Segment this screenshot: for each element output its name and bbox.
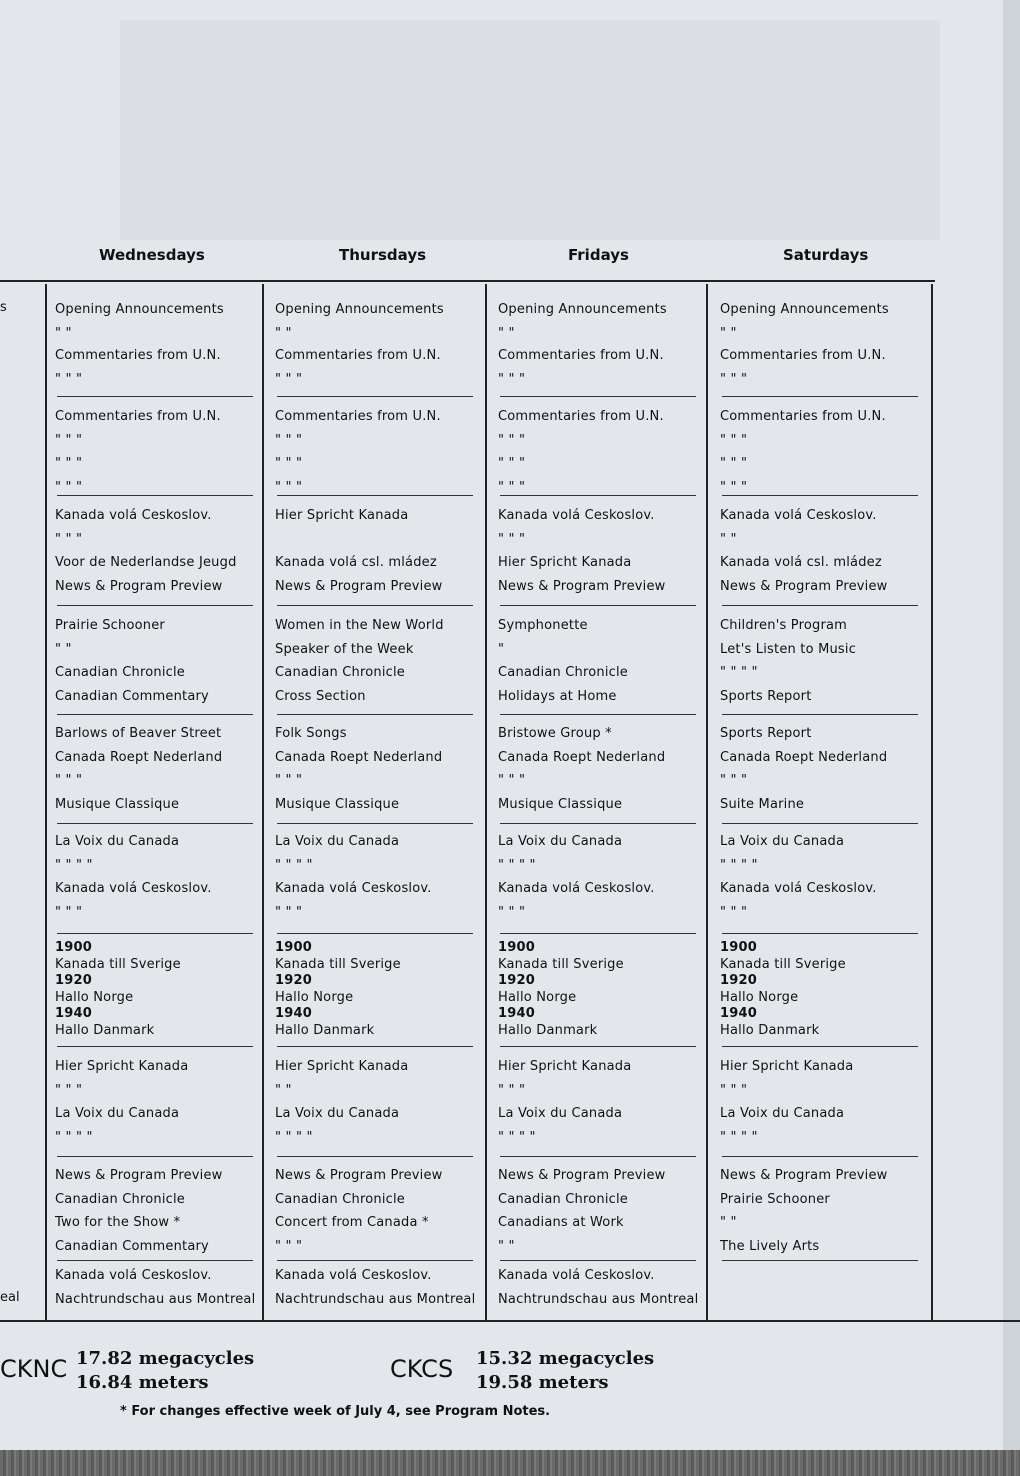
program-line: " " " " xyxy=(498,857,536,873)
day-header-saturdays: Saturdays xyxy=(783,246,869,264)
block-separator xyxy=(500,396,696,397)
program-line: " " " " xyxy=(720,1129,758,1145)
program-line: 1920 xyxy=(55,973,92,988)
program-line: Kanada volá Ceskoslov. xyxy=(498,508,655,523)
program-line: " " " xyxy=(55,773,83,788)
program-block xyxy=(275,722,442,816)
program-line: Canadian Commentary xyxy=(55,1238,209,1254)
program-line: " " " xyxy=(498,432,526,448)
block-separator xyxy=(722,605,918,606)
block-separator xyxy=(722,823,918,824)
block-separator xyxy=(722,933,918,934)
cut-off-text: s xyxy=(0,300,7,315)
program-line: Cross Section xyxy=(275,688,366,704)
page-edge xyxy=(1003,0,1020,1450)
station-frequency xyxy=(76,1347,254,1395)
program-line: Hier Spricht Kanada xyxy=(275,1059,409,1074)
column-divider xyxy=(706,284,708,1320)
program-block xyxy=(275,1264,475,1311)
program-block xyxy=(275,1055,408,1149)
program-line: " " " xyxy=(55,904,83,920)
program-line: " " " " xyxy=(720,665,758,680)
program-line: " " " " xyxy=(720,857,758,873)
program-line: " " " xyxy=(720,432,748,448)
program-line: Canadian Chronicle xyxy=(275,665,405,680)
program-line: " " " xyxy=(498,773,526,788)
program-block xyxy=(720,830,877,924)
program-line: Voor de Nederlandse Jeugd xyxy=(55,555,237,570)
program-line: " " " xyxy=(275,773,303,788)
program-line: " " " " xyxy=(498,1129,536,1145)
program-line: Canadians at Work xyxy=(498,1215,624,1230)
program-line: News & Program Preview xyxy=(275,1168,443,1183)
program-line: Hallo Danmark xyxy=(720,1022,820,1038)
program-line: La Voix du Canada xyxy=(720,1106,845,1121)
program-line: Commentaries from U.N. xyxy=(720,348,886,363)
block-separator xyxy=(722,1046,918,1047)
program-block xyxy=(720,344,886,391)
program-line: 1940 xyxy=(720,1006,757,1021)
program-line: " " " xyxy=(720,904,748,920)
program-line: Kanada till Sverige xyxy=(720,956,846,972)
block-separator xyxy=(57,1156,253,1157)
program-line: News & Program Preview xyxy=(498,578,666,594)
program-line: Hallo Danmark xyxy=(275,1022,375,1038)
program-line: La Voix du Canada xyxy=(275,1106,400,1121)
column-divider xyxy=(262,284,264,1320)
program-line: " " " xyxy=(275,432,303,448)
program-line: Nachtrundschau aus Montreal xyxy=(275,1291,476,1307)
program-line: " xyxy=(498,641,505,657)
program-line: 1920 xyxy=(275,973,312,988)
program-line: 1920 xyxy=(720,973,757,988)
program-block xyxy=(720,405,886,499)
program-block xyxy=(720,614,856,708)
program-block xyxy=(498,1164,666,1258)
program-block xyxy=(498,344,664,391)
program-line xyxy=(275,528,443,552)
program-line: " " " " xyxy=(275,1129,313,1145)
block-separator xyxy=(500,1046,696,1047)
program-line: Musique Classique xyxy=(275,796,400,812)
program-block xyxy=(720,504,888,598)
program-line: Hier Spricht Kanada xyxy=(498,555,632,570)
day-header-thursdays: Thursdays xyxy=(339,246,427,264)
program-line: " " " " xyxy=(275,857,313,873)
station-call-sign: CKNC xyxy=(0,1355,68,1383)
program-line: " " " xyxy=(55,531,83,547)
program-line: La Voix du Canada xyxy=(55,1106,180,1121)
program-line: Kanada volá Ceskoslov. xyxy=(55,1268,212,1283)
program-block xyxy=(275,940,401,1039)
column-divider xyxy=(45,284,47,1320)
program-block xyxy=(55,405,221,499)
megacycles: 17.82 megacycles xyxy=(76,1348,255,1369)
program-line: La Voix du Canada xyxy=(498,834,623,849)
block-separator xyxy=(277,1260,473,1261)
block-separator xyxy=(277,1156,473,1157)
program-line: The Lively Arts xyxy=(720,1238,820,1254)
block-separator xyxy=(277,714,473,715)
program-block xyxy=(55,298,224,345)
program-block xyxy=(275,344,441,391)
block-separator xyxy=(57,823,253,824)
program-block xyxy=(55,1055,188,1149)
program-line: " " xyxy=(498,1238,515,1254)
program-line: " " " xyxy=(498,531,526,547)
program-block xyxy=(498,1055,631,1149)
program-line: " " " " xyxy=(55,1129,93,1145)
program-line: " " " xyxy=(498,371,526,387)
program-line: La Voix du Canada xyxy=(55,834,180,849)
block-separator xyxy=(722,495,918,496)
program-line: " " xyxy=(720,325,737,341)
program-line: Canadian Chronicle xyxy=(275,1191,405,1207)
program-line: Speaker of the Week xyxy=(275,641,414,657)
block-separator xyxy=(500,495,696,496)
cut-off-text: eal xyxy=(0,1290,20,1305)
program-line: " " " xyxy=(275,371,303,387)
program-line: " " xyxy=(275,325,292,341)
program-line: Folk Songs xyxy=(275,726,347,741)
program-line: Hallo Danmark xyxy=(55,1022,155,1038)
program-line: Canadian Chronicle xyxy=(55,1191,185,1207)
program-block xyxy=(720,940,846,1039)
program-line: " " " " xyxy=(55,857,93,873)
program-line: " " xyxy=(720,1215,737,1230)
block-separator xyxy=(500,605,696,606)
program-line: Kanada volá Ceskoslov. xyxy=(275,1268,432,1283)
day-header-fridays: Fridays xyxy=(568,246,629,264)
program-line: " " " xyxy=(498,456,526,471)
block-separator xyxy=(722,1156,918,1157)
program-line: Hier Spricht Kanada xyxy=(498,1059,632,1074)
program-line: Kanada volá Ceskoslov. xyxy=(720,881,877,896)
program-line: Symphonette xyxy=(498,618,588,633)
program-block xyxy=(275,830,432,924)
block-separator xyxy=(722,1260,918,1261)
program-block xyxy=(55,614,209,708)
program-line: Kanada till Sverige xyxy=(55,956,181,972)
program-line: Commentaries from U.N. xyxy=(498,348,664,363)
program-line: 1900 xyxy=(55,940,92,955)
program-line: Canada Roept Nederland xyxy=(55,749,223,765)
program-line: Canadian Commentary xyxy=(55,688,209,704)
program-block xyxy=(498,830,655,924)
program-line: " " " xyxy=(498,479,526,495)
program-line: Kanada volá csl. mládez xyxy=(275,555,437,570)
program-line: Kanada volá Ceskoslov. xyxy=(498,1268,655,1283)
program-block xyxy=(498,722,665,816)
program-block xyxy=(55,504,237,598)
program-line: Opening Announcements xyxy=(720,302,889,317)
program-block xyxy=(498,504,666,598)
program-block xyxy=(275,614,444,708)
program-line: Hier Spricht Kanada xyxy=(275,508,409,523)
program-block xyxy=(275,1164,443,1258)
program-line: 1900 xyxy=(720,940,757,955)
scan-border xyxy=(0,1450,1020,1476)
program-block xyxy=(720,1164,888,1258)
program-line: Commentaries from U.N. xyxy=(55,348,221,363)
program-line: Prairie Schooner xyxy=(720,1191,830,1207)
program-line: Kanada volá Ceskoslov. xyxy=(275,881,432,896)
column-divider xyxy=(485,284,487,1320)
program-line: " " " xyxy=(55,479,83,495)
program-block xyxy=(720,298,889,345)
program-line: Women in the New World xyxy=(275,618,444,633)
program-block xyxy=(55,722,222,816)
program-block xyxy=(498,940,624,1039)
program-line: " " " xyxy=(55,432,83,448)
block-separator xyxy=(57,495,253,496)
program-line: Hier Spricht Kanada xyxy=(720,1059,854,1074)
program-block xyxy=(55,344,221,391)
block-separator xyxy=(57,396,253,397)
program-line: Canada Roept Nederland xyxy=(720,749,888,765)
program-line: Sports Report xyxy=(720,688,812,704)
block-separator xyxy=(722,714,918,715)
program-line: " " " xyxy=(55,371,83,387)
program-block xyxy=(55,830,212,924)
program-line: Canada Roept Nederland xyxy=(498,749,666,765)
block-separator xyxy=(500,714,696,715)
program-line: " " xyxy=(275,1082,292,1098)
program-line: " " " xyxy=(720,456,748,471)
program-line: " " " xyxy=(55,1082,83,1098)
block-separator xyxy=(57,1260,253,1261)
program-block xyxy=(275,405,441,499)
program-line: News & Program Preview xyxy=(275,578,443,594)
program-line: " " xyxy=(720,531,737,547)
faded-background-print xyxy=(120,20,940,240)
program-line: Kanada till Sverige xyxy=(498,956,624,972)
program-line: Kanada volá Ceskoslov. xyxy=(498,881,655,896)
day-header-wednesdays: Wednesdays xyxy=(99,246,205,264)
block-separator xyxy=(277,605,473,606)
program-line: Barlows of Beaver Street xyxy=(55,726,222,741)
program-line: Holidays at Home xyxy=(498,688,617,704)
program-line: Commentaries from U.N. xyxy=(720,409,886,424)
program-line: " " " xyxy=(275,456,303,471)
program-line: 1940 xyxy=(275,1006,312,1021)
program-block xyxy=(498,1264,698,1311)
program-line: Children's Program xyxy=(720,618,848,633)
program-block xyxy=(55,1164,223,1258)
program-line: " " " xyxy=(55,456,83,471)
program-block xyxy=(275,298,444,345)
program-line: Kanada till Sverige xyxy=(275,956,401,972)
station-frequency xyxy=(476,1347,654,1395)
megacycles: 15.32 megacycles xyxy=(476,1348,655,1369)
program-line: Commentaries from U.N. xyxy=(498,409,664,424)
meters: 19.58 meters xyxy=(476,1372,609,1393)
meters: 16.84 meters xyxy=(76,1372,209,1393)
station-call-sign: CKCS xyxy=(390,1355,454,1383)
program-line: Kanada volá Ceskoslov. xyxy=(720,508,877,523)
program-line: Hier Spricht Kanada xyxy=(55,1059,189,1074)
program-line: " " " xyxy=(498,904,526,920)
program-line: Opening Announcements xyxy=(275,302,444,317)
program-line: Nachtrundschau aus Montreal xyxy=(55,1291,256,1307)
program-line: Commentaries from U.N. xyxy=(275,348,441,363)
block-separator xyxy=(277,823,473,824)
program-line: " " " xyxy=(720,773,748,788)
program-line: Kanada volá csl. mládez xyxy=(720,555,882,570)
program-line: 1940 xyxy=(55,1006,92,1021)
program-line: Canadian Chronicle xyxy=(55,665,185,680)
block-separator xyxy=(277,1046,473,1047)
program-line: La Voix du Canada xyxy=(275,834,400,849)
program-line: Let's Listen to Music xyxy=(720,641,857,657)
program-line: 1900 xyxy=(275,940,312,955)
program-line: La Voix du Canada xyxy=(498,1106,623,1121)
program-block xyxy=(720,722,887,816)
program-line: Opening Announcements xyxy=(55,302,224,317)
program-line: 1900 xyxy=(498,940,535,955)
block-separator xyxy=(500,1260,696,1261)
program-line: Suite Marine xyxy=(720,796,805,812)
block-separator xyxy=(277,495,473,496)
block-separator xyxy=(500,823,696,824)
program-line: Musique Classique xyxy=(55,796,180,812)
block-separator xyxy=(57,605,253,606)
program-line: Hallo Danmark xyxy=(498,1022,598,1038)
program-line: Hallo Norge xyxy=(498,989,577,1005)
block-separator xyxy=(500,933,696,934)
block-separator xyxy=(57,1046,253,1047)
program-line: Two for the Show * xyxy=(55,1215,181,1230)
program-line: 1940 xyxy=(498,1006,535,1021)
block-separator xyxy=(277,933,473,934)
program-line: Kanada volá Ceskoslov. xyxy=(55,508,212,523)
program-line: Canada Roept Nederland xyxy=(275,749,443,765)
program-line: Concert from Canada * xyxy=(275,1215,429,1230)
program-line: Hallo Norge xyxy=(275,989,354,1005)
program-line: Sports Report xyxy=(720,726,812,741)
program-block xyxy=(720,1055,853,1149)
program-line: News & Program Preview xyxy=(720,1168,888,1183)
header-rule xyxy=(0,280,935,282)
program-line: Musique Classique xyxy=(498,796,623,812)
program-line: News & Program Preview xyxy=(55,1168,223,1183)
program-line: Nachtrundschau aus Montreal xyxy=(498,1291,699,1307)
program-line: News & Program Preview xyxy=(720,578,888,594)
program-line: Bristowe Group * xyxy=(498,726,612,741)
program-line: " " " xyxy=(720,1082,748,1098)
program-line: " " " xyxy=(498,1082,526,1098)
bottom-rule xyxy=(0,1320,1020,1322)
program-line: " " " xyxy=(275,904,303,920)
program-block xyxy=(275,504,443,598)
program-line: News & Program Preview xyxy=(55,578,223,594)
program-block xyxy=(498,405,664,499)
block-separator xyxy=(57,714,253,715)
column-divider xyxy=(931,284,933,1320)
program-block xyxy=(55,1264,255,1311)
program-line: Hallo Norge xyxy=(720,989,799,1005)
program-line: " " xyxy=(55,325,72,341)
program-line: Canadian Chronicle xyxy=(498,665,628,680)
program-block xyxy=(498,298,667,345)
program-line: " " xyxy=(498,325,515,341)
program-line: Commentaries from U.N. xyxy=(55,409,221,424)
program-block xyxy=(498,614,628,708)
program-block xyxy=(55,940,181,1039)
block-separator xyxy=(277,396,473,397)
block-separator xyxy=(500,1156,696,1157)
program-line: Canadian Chronicle xyxy=(498,1191,628,1207)
block-separator xyxy=(57,933,253,934)
program-line: " " " xyxy=(720,479,748,495)
block-separator xyxy=(722,396,918,397)
program-line: Kanada volá Ceskoslov. xyxy=(55,881,212,896)
program-line: Opening Announcements xyxy=(498,302,667,317)
program-line: Hallo Norge xyxy=(55,989,134,1005)
program-line: Prairie Schooner xyxy=(55,618,165,633)
program-line: " " " xyxy=(275,479,303,495)
program-line: 1920 xyxy=(498,973,535,988)
program-line: " " xyxy=(55,641,72,657)
program-line: Commentaries from U.N. xyxy=(275,409,441,424)
program-line: La Voix du Canada xyxy=(720,834,845,849)
program-line: News & Program Preview xyxy=(498,1168,666,1183)
footnote: * For changes effective week of July 4, see Program Notes. xyxy=(120,1404,551,1419)
program-line: " " " xyxy=(720,371,748,387)
program-line: " " " xyxy=(275,1238,303,1254)
